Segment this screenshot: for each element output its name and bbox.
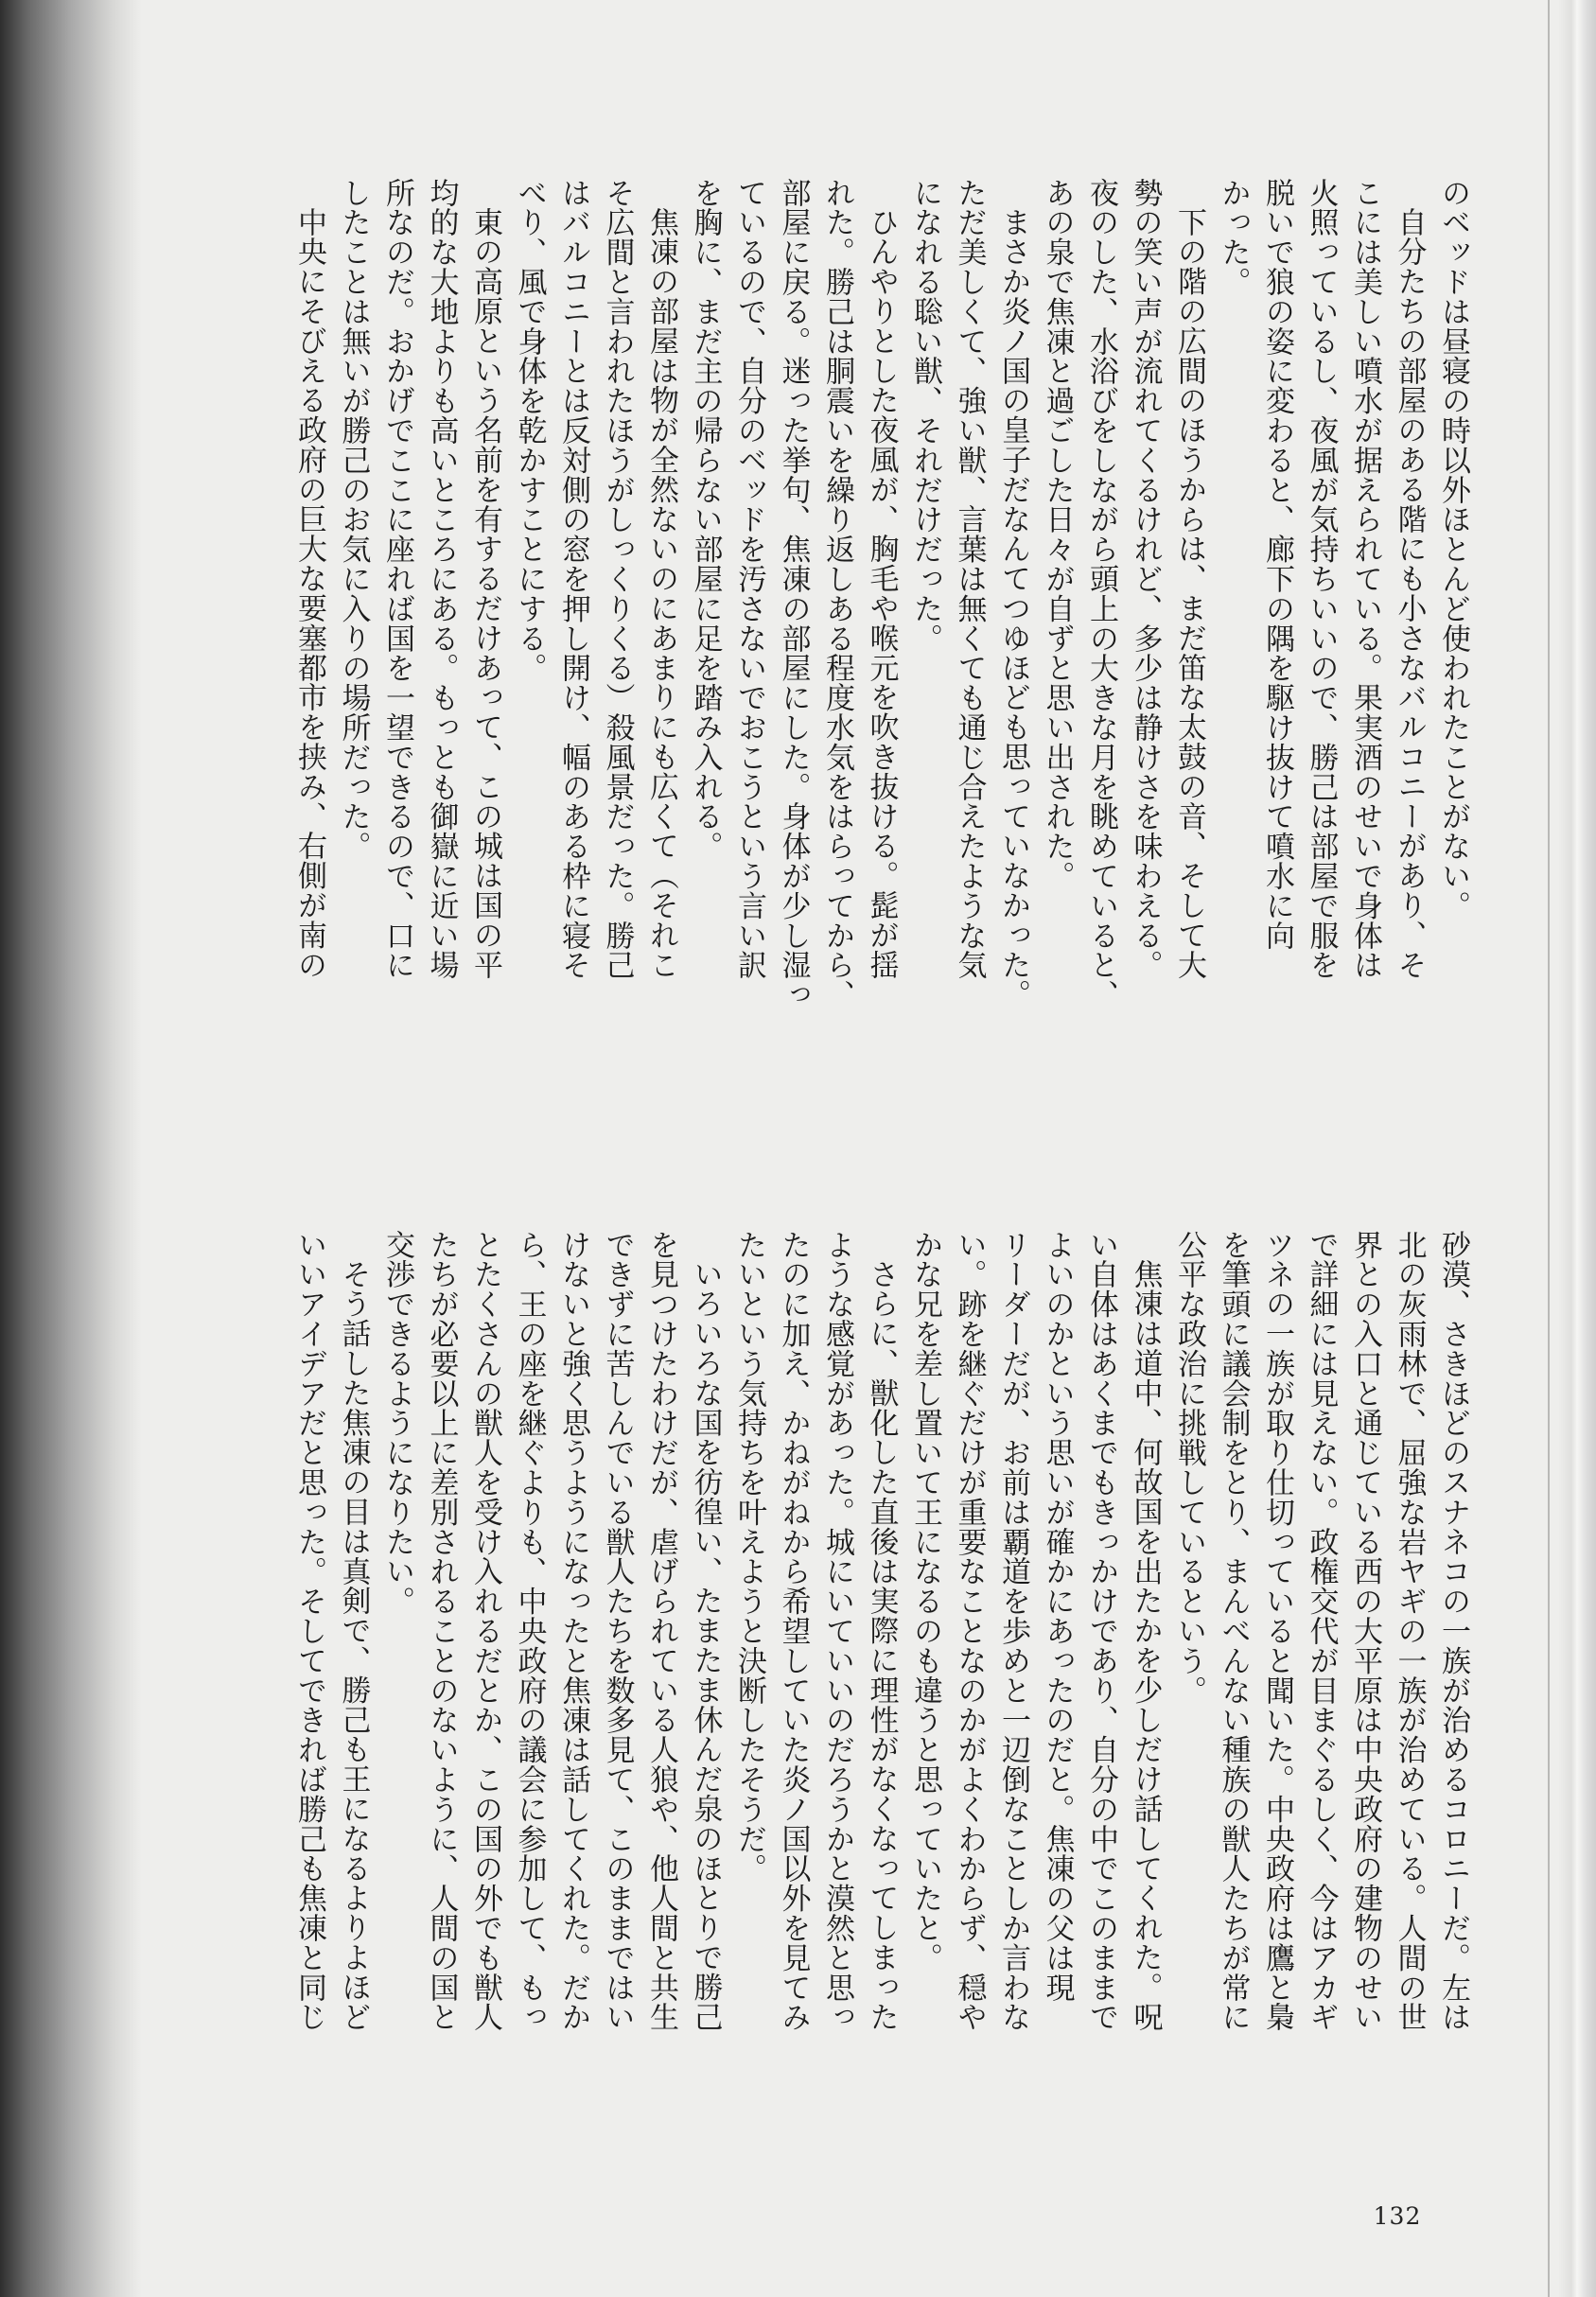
text-line: そう話した焦凍の目は真剣で、勝己も王になるよりよほど [336,1259,371,2032]
text-line: 自分たちの部屋のある階にも小さなバルコニーがあり、そ [1392,207,1427,980]
text-line: 脱いで狼の姿に変わると、廊下の隅を駆け抜けて噴水に向 [1260,178,1294,951]
text-line: 東の高原という名前を有するだけあって、この城は国の平 [468,207,502,980]
text-line: 界との入口と通じている西の大平原は中央政府の建物のせい [1348,1230,1382,2032]
text-line: べり、風で身体を乾かすことにする。 [512,178,547,683]
text-line: 夜のした、水浴びをしながら頭上の大きな月を眺めていると、 [1084,178,1118,1010]
text-line: 勢の笑い声が流れてくるけれど、多少は静けさを味わえる。 [1128,178,1163,980]
text-line: 交渉できるようになりたい。 [380,1230,414,1617]
text-line: れた。勝己は胴震いを繰り返しある程度水気をはらってから、 [820,178,854,1010]
text-line: 砂漠、さきほどのスナネコの一族が治めるコロニーだ。左は [1436,1230,1470,2032]
page-edge-line [1548,0,1550,2297]
text-block-bottom [142,1230,1475,2195]
text-line: たちが必要以上に差別されることのないように、人間の国と [424,1230,459,2032]
text-line: いろいろな国を彷徨い、たまたま休んだ泉のほとりで勝己 [688,1259,723,2032]
text-line: たいという気持ちを叶えようと決断したそうだ。 [732,1230,766,1884]
text-block-top [114,178,1475,1143]
text-line: 中央にそびえる政府の巨大な要塞都市を挟み、右側が南の [292,207,326,980]
text-line: はバルコニーとは反対側の窓を押し開け、幅のある枠に寝そ [556,178,590,980]
text-line: になれる聡い獣、それだけだった。 [908,178,942,654]
text-line: い自体はあくまでもきっかけであり、自分の中でこのままで [1084,1230,1118,2032]
text-line: できずに苦しんでいる獣人たちを数多見て、このままではい [600,1230,635,2032]
text-line: 公平な政治に挑戦しているという。 [1172,1230,1206,1706]
text-line: したことは無いが勝己のお気に入りの場所だった。 [336,178,371,862]
text-line: まさか炎ノ国の皇子だなんてつゆほども思っていなかった。 [996,207,1030,1009]
text-line: を見つけたわけだが、虐げられている人狼や、他人間と共生 [644,1230,678,2032]
text-line: さらに、獣化した直後は実際に理性がなくなってしまった [864,1259,899,2032]
text-line: いいアイデアだと思った。そしてできれば勝己も焦凍と同じ [292,1230,326,2032]
text-line: けないと強く思うようになったと焦凍は話してくれた。だか [556,1230,590,2032]
page-number: 132 [1373,2202,1422,2230]
text-line: かな兄を差し置いて王になるのも違うと思っていたと。 [908,1230,942,1973]
text-line: 焦凍の部屋は物が全然ないのにあまりにも広くて（それこ [644,207,678,980]
text-line: かった。 [1216,178,1251,297]
text-line: こには美しい噴水が据えられている。果実酒のせいで身体は [1348,178,1382,980]
text-line: とたくさんの獣人を受け入れるだとか、この国の外でも獣人 [468,1230,502,2032]
text-line: のベッドは昼寝の時以外ほとんど使われたことがない。 [1436,178,1470,921]
text-line: よいのかという思いが確かにあったのだと。焦凍の父は現 [1040,1230,1075,2003]
text-line: 均的な大地よりも高いところにある。もっとも御嶽に近い場 [424,178,459,980]
text-line: リーダーだが、お前は覇道を歩めと一辺倒なことしか言わな [996,1230,1030,2032]
text-line: たのに加え、かねがねから希望していた炎ノ国以外を見てみ [776,1230,811,2032]
text-line: ツネの一族が取り仕切っていると聞いた。中央政府は鷹と梟 [1260,1230,1294,2032]
text-line: を筆頭に議会制をとり、まんべんない種族の獣人たちが常に [1216,1230,1251,2032]
text-line: ただ美しくて、強い獣、言葉は無くても通じ合えたような気 [952,178,987,980]
text-line: ような感覚があった。城にいていいのだろうかと漠然と思っ [820,1230,854,2032]
page-edge [1558,0,1596,2297]
text-line: 焦凍は道中、何故国を出たかを少しだけ話してくれた。呪 [1128,1259,1163,2032]
text-line: い。跡を継ぐだけが重要なことなのかがよくわからず、穏や [952,1230,987,2032]
text-line: ひんやりとした夜風が、胸毛や喉元を吹き抜ける。髭が揺 [864,207,899,980]
text-line: 所なのだ。おかげでここに座れば国を一望できるので、口に [380,178,414,980]
text-line: そ広間と言われたほうがしっくりくる）殺風景だった。勝己 [600,178,635,980]
text-line: 火照っているし、夜風が気持ちいいので、勝己は部屋で服を [1304,178,1339,980]
text-line: あの泉で焦凍と過ごした日々が自ずと思い出された。 [1040,178,1075,891]
text-line: 下の階の広間のほうからは、まだ笛な太鼓の音、そして大 [1172,207,1206,980]
text-line: を胸に、まだ主の帰らない部屋に足を踏み入れる。 [688,178,723,862]
text-line: ら、王の座を継ぐよりも、中央政府の議会に参加して、もっ [512,1230,547,2032]
text-line: 北の灰雨林で、屈強な岩ヤギの一族が治めている。人間の世 [1392,1230,1427,2032]
text-line: ているので、自分のベッドを汚さないでおこうという言い訳 [732,178,766,980]
text-line: 部屋に戻る。迷った挙句、焦凍の部屋にした。身体が少し湿っ [776,178,811,1010]
text-line: で詳細には見えない。政権交代が目まぐるしく、今はアカギ [1304,1230,1339,2032]
